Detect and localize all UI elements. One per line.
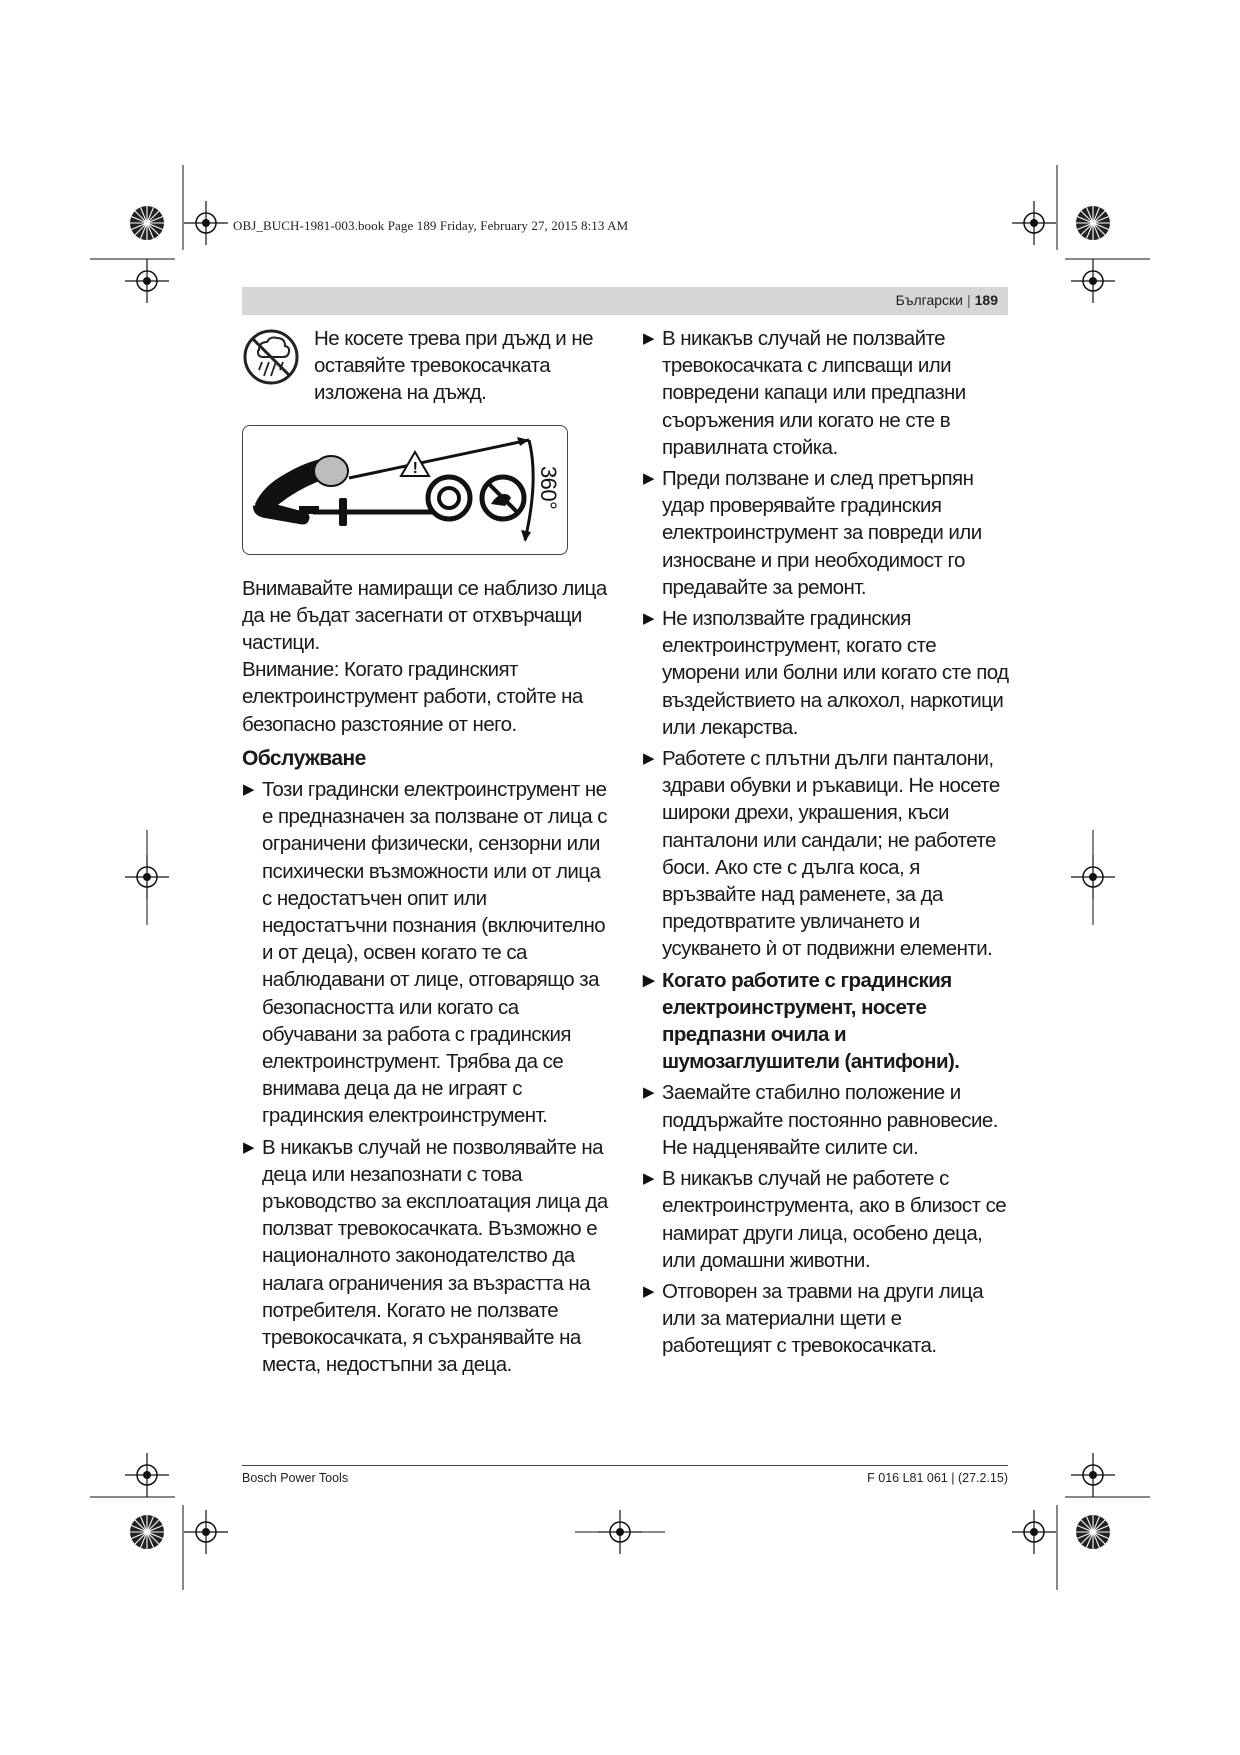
page-header (242, 287, 1008, 315)
right-column (642, 325, 1010, 1364)
bullet-text: Когато работите с градинския електроинструмент, носете предпазни очила и шумозаглушители (антифони). (662, 968, 960, 1074)
paragraph-attention: Внимание: Когато градинският електроинструмент работи, стойте на безопасно разстояние от него. (242, 658, 583, 736)
header-meta: Български | 189 (895, 292, 998, 308)
bullet-arrow-icon: ▶ (243, 1138, 254, 1156)
bullet-arrow-icon: ▶ (643, 1170, 654, 1188)
footer-divider (242, 1465, 1008, 1466)
bullet-arrow-icon: ▶ (643, 1084, 654, 1102)
bullet-arrow-icon: ▶ (643, 971, 654, 989)
list-item (642, 465, 1010, 601)
rotation-label: 360° (536, 465, 561, 509)
no-rain-icon (242, 328, 300, 386)
svg-text:!: ! (412, 459, 418, 477)
bullet-arrow-icon: ▶ (243, 781, 254, 799)
bullet-text: Не използвайте градинския електроинструмент, когато сте уморени или болни или когато сте под въздействието на алкохол, наркотици или лекарства. (662, 607, 1009, 739)
bullet-arrow-icon: ▶ (643, 750, 654, 768)
list-item (242, 776, 614, 1130)
header-language: Български (895, 292, 963, 308)
list-item (642, 1165, 1010, 1274)
bullet-text: Преди ползване и след претърпян удар проверявайте градинския електроинструмент за повреди или износване и при необходимост го предавайте за ремонт. (662, 467, 982, 599)
bullet-arrow-icon: ▶ (643, 330, 654, 347)
bullet-arrow-icon: ▶ (643, 610, 654, 628)
bullet-arrow-icon: ▶ (643, 470, 654, 488)
bullet-text: Отговорен за травми на други лица или за материални щети е работещият с тревокосачката. (662, 1279, 984, 1358)
bullet-text: Заемайте стабилно положение и поддържайте постоянно равновесие. Не надценявайте силите си. (662, 1081, 998, 1159)
section-heading: Обслужване (242, 746, 366, 770)
list-item-emphasis (642, 967, 1010, 1076)
list-item (242, 1134, 614, 1379)
list-item (642, 605, 1010, 741)
left-column (242, 325, 614, 1383)
book-info: OBJ_BUCH-1981-003.book Page 189 Friday, February 27, 2015 8:13 AM (233, 218, 629, 233)
list-item (642, 325, 1010, 461)
bullet-text: В никакъв случай не ползвайте тревокосачката с липсващи или повредени капаци или предпазни съоръжения или когато не сте в правилната стойка. (662, 327, 966, 459)
list-item (642, 1278, 1010, 1360)
paragraph-bystanders: Внимавайте намиращи се наблизо лица да не бъдат засегнати от отхвърчащи частици. (242, 576, 607, 655)
footer-brand: Bosch Power Tools (242, 1471, 349, 1485)
rain-warning-text: Не косете трева при дъжд и не оставяйте тревокосачката изложена на дъжд. (314, 327, 593, 405)
bullet-text: Работете с плътни дълги панталони, здрави обувки и ръкавици. Не носете широки дрехи, украшения, къси панталони или сандали; не работете боси. Ако сте с дълга коса, я връзвайте над раменете, за да предотвратите увличането и усукването ѝ от подвижни елементи. (662, 747, 1000, 961)
bullet-arrow-icon: ▶ (643, 1282, 654, 1300)
safety-figure (242, 425, 568, 555)
bullet-text: В никакъв случай не работете с електроинструмента, ако в близост се намират други лица, особено деца, или домашни животни. (662, 1167, 1007, 1272)
footer-doc-code: F 016 L81 061 | (27.2.15) (867, 1471, 1008, 1485)
rain-warning-block (242, 325, 614, 407)
bullet-text: Този градински електроинструмент не е предназначен за ползване от лица с ограничени физически, сензорни или психически възможности или от лица с недостатъчен опит или недостатъчни познания (включително и от деца), освен когато те са наблюдавани от лице, отговарящо за безопасността или когато са обучавани за работа с градинския електроинструмент. Трябва да се внимава деца да не играят с градинския електроинструмент. (262, 778, 607, 1128)
list-item (642, 745, 1010, 963)
page-number: 189 (974, 292, 998, 308)
list-item (642, 1079, 1010, 1161)
bullet-text: В никакъв случай не позволявайте на деца или незапознати с това ръководство за експлоатация лица да ползват тревокосачката. Възможно е националното законодателство да налага ограничения за възрастта на потребителя. Когато не ползвате тревокосачката, я съхранявайте на места, недостъпни за деца. (262, 1135, 608, 1377)
